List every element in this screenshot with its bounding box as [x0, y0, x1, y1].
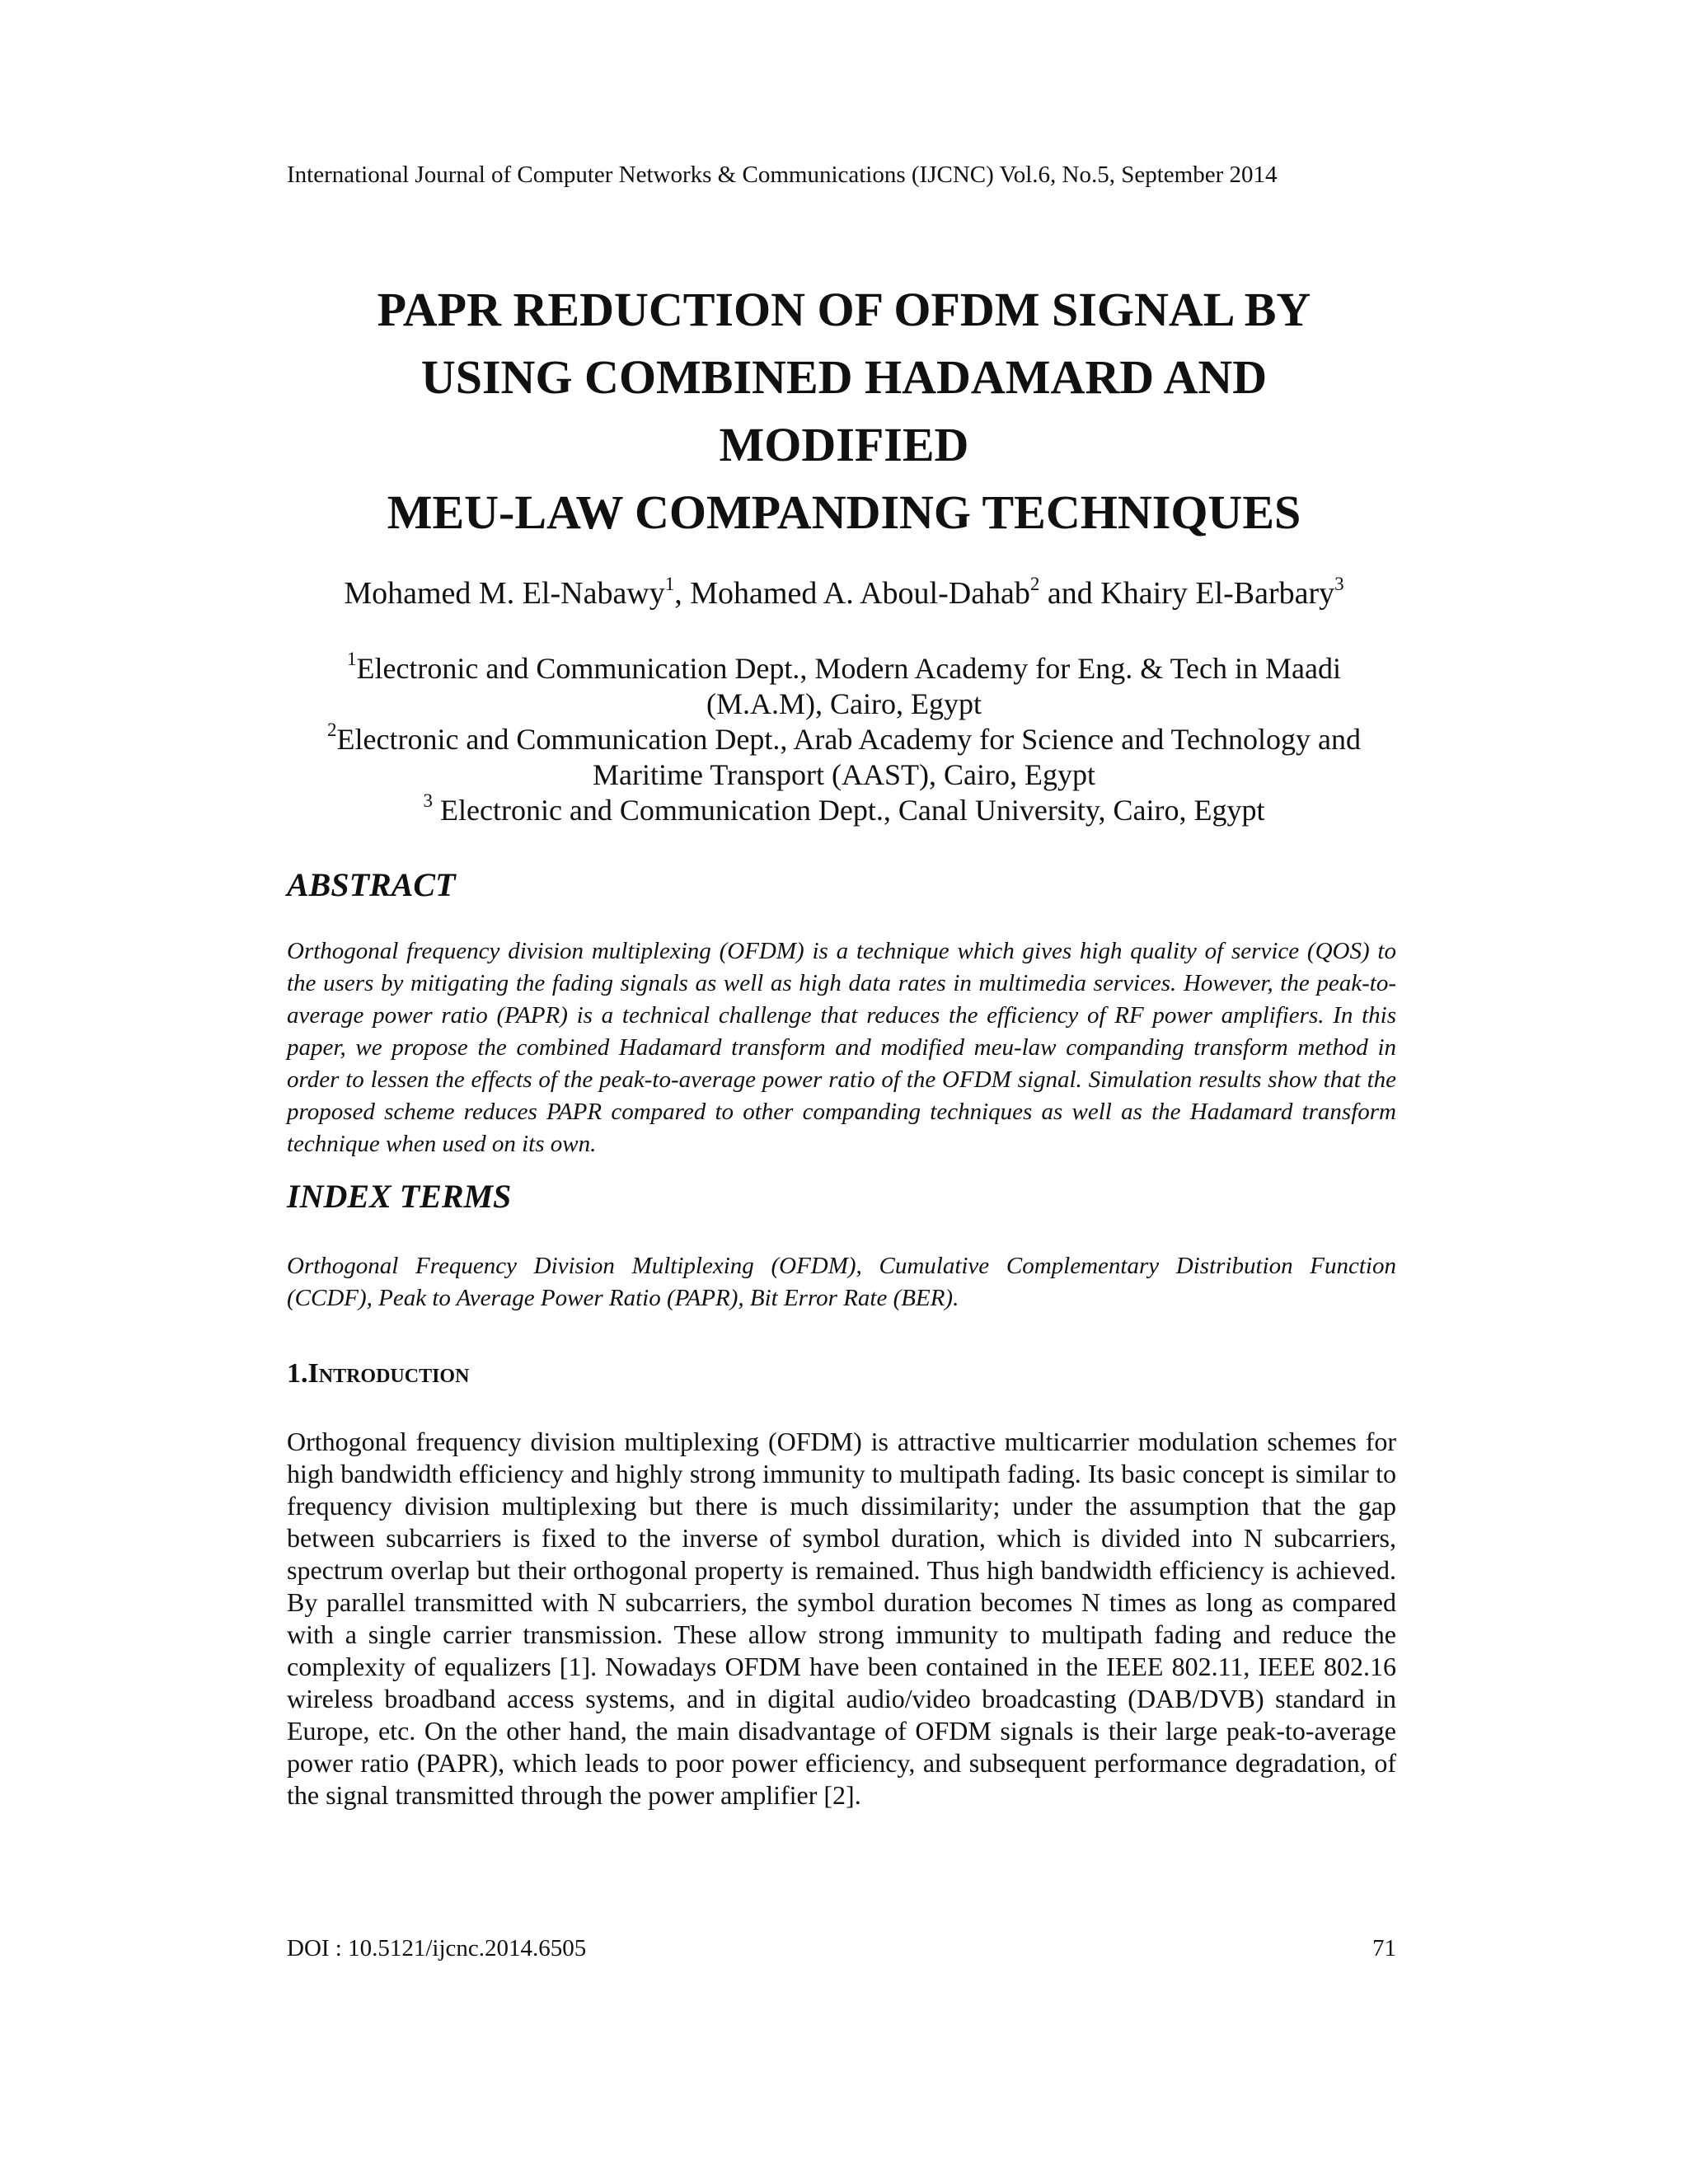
affiliation	[247, 651, 1441, 722]
paper-title	[247, 276, 1441, 546]
affiliation-text: Electronic and Communication Dept., Canal University, Cairo, Egypt	[433, 794, 1265, 827]
introduction-heading: 1.Introduction	[287, 1358, 470, 1389]
affiliation-mark: 2	[327, 719, 337, 740]
affiliation-mark: 3	[423, 790, 434, 811]
title-line: MEU-LAW COMPANDING TECHNIQUES	[387, 485, 1301, 539]
affiliations	[247, 651, 1441, 828]
affiliation-text: Electronic and Communication Dept., Modern Academy for Eng. & Tech in Maadi	[356, 652, 1341, 685]
author-separator: ,	[674, 576, 691, 611]
affiliation-mark: 1	[346, 649, 357, 669]
author-list	[247, 575, 1441, 612]
index-terms-text: Orthogonal Frequency Division Multiplexing (OFDM), Cumulative Complementary Distribution Function (CCDF), Peak to Average Power Ratio (PAPR), Bit Error Rate (BER).	[287, 1253, 1396, 1311]
introduction-text: Orthogonal frequency division multiplexing (OFDM) is attractive multicarrier modulation schemes for high bandwidth efficiency and highly strong immunity to multipath fading. Its basic concept is similar to frequency division multiplexing but there is much dissimilarity; under the assumption that the gap between subcarriers is fixed to the inverse of symbol duration, which is divided into N subcarriers, spectrum overlap but their orthogonal property is remained. Thus high bandwidth efficiency is achieved. By parallel transmitted with N subcarriers, the symbol duration becomes N times as long as compared with a single carrier transmission. These allow strong immunity to multipath fading and reduce the complexity of equalizers [1]. Nowadays OFDM have been contained in the IEEE 802.11, IEEE 802.16 wireless broadband access systems, and in digital audio/video broadcasting (DAB/DVB) standard in Europe, etc. On the other hand, the main disadvantage of OFDM signals is their large peak-to-average power ratio (PAPR), which leads to poor power efficiency, and subsequent performance degradation, of the signal transmitted through the power amplifier [2].	[287, 1427, 1396, 1810]
index-terms-heading: INDEX TERMS	[287, 1178, 512, 1215]
footer-doi: DOI : 10.5121/ijcnc.2014.6505	[287, 1935, 587, 1961]
affiliation-line: Maritime Transport (AAST), Cairo, Egypt	[593, 758, 1095, 791]
title-line: USING COMBINED HADAMARD AND	[420, 350, 1268, 404]
author-name: Khairy El-Barbary	[1100, 576, 1335, 611]
author-name: Mohamed M. El-Nabawy	[344, 576, 665, 611]
affiliation	[247, 790, 1441, 828]
abstract-heading: ABSTRACT	[287, 866, 456, 903]
journal-header: International Journal of Computer Networks & Communications (IJCNC) Vol.6, No.5, September 2014	[287, 162, 1278, 188]
author-separator: and	[1039, 576, 1101, 611]
author-affiliation-mark: 3	[1334, 574, 1344, 594]
title-line: MODIFIED	[719, 418, 969, 471]
title-line: PAPR REDUCTION OF OFDM SIGNAL BY	[377, 283, 1311, 336]
affiliation-line	[247, 719, 1441, 757]
affiliation-line	[247, 651, 1441, 687]
affiliation-line: (M.A.M), Cairo, Egypt	[706, 687, 982, 720]
author-affiliation-mark: 2	[1029, 574, 1040, 594]
page-number: 71	[1372, 1935, 1396, 1961]
affiliation-text: Electronic and Communication Dept., Arab Academy for Science and Technology and	[336, 723, 1361, 756]
affiliation-line	[247, 790, 1441, 828]
abstract-text: Orthogonal frequency division multiplexing (OFDM) is a technique which gives high quality of service (QOS) to the users by mitigating the fading signals as well as high data rates in multimedia services. However, the peak-to-average power ratio (PAPR) is a technical challenge that reduces the efficiency of RF power amplifiers. In this paper, we propose the combined Hadamard transform and modified meu-law companding transform method in order to lessen the effects of the peak-to-average power ratio of the OFDM signal. Simulation results show that the proposed scheme reduces PAPR compared to other companding techniques as well as the Hadamard transform technique when used on its own.	[287, 938, 1396, 1157]
author-affiliation-mark: 1	[664, 574, 675, 594]
affiliation	[247, 719, 1441, 793]
author-name: Mohamed A. Aboul-Dahab	[690, 576, 1030, 611]
